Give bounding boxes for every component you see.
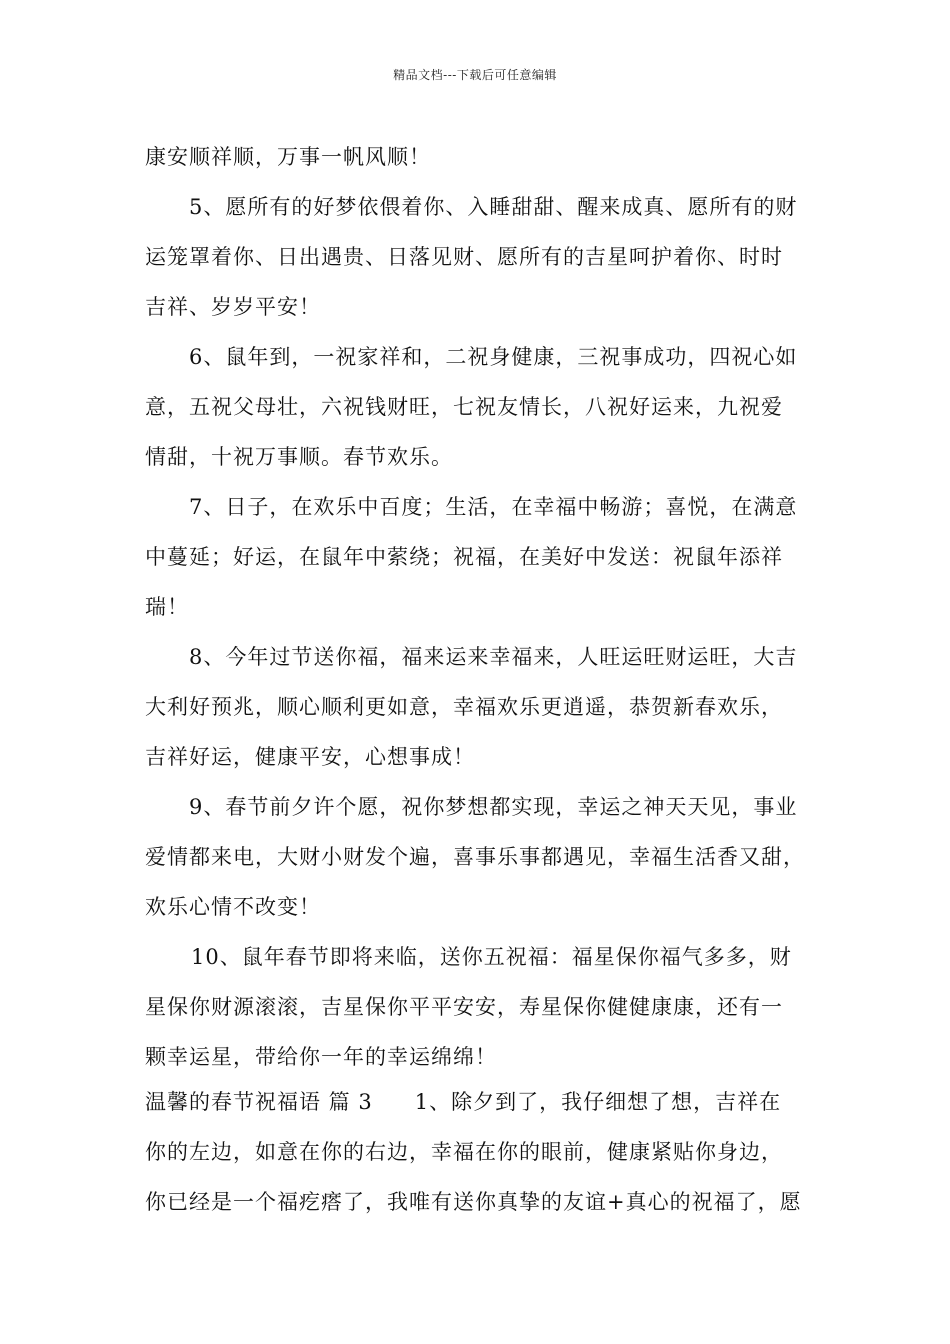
- paragraph-line: 吉祥、岁岁平安！: [145, 295, 321, 319]
- paragraph-line: 欢乐心情不改变！: [145, 895, 321, 919]
- paragraph-line: 意，五祝父母壮，六祝钱财旺，七祝友情长，八祝好运来，九祝爱: [145, 395, 783, 419]
- paragraph-line: 瑞！: [145, 595, 189, 619]
- paragraph-line: 你已经是一个福疙瘩了，我唯有送你真挚的友谊+真心的祝福了，愿: [145, 1190, 802, 1214]
- paragraph-line: 8、今年过节送你福，福来运来幸福来，人旺运旺财运旺，大吉: [189, 645, 798, 669]
- page-header: 精品文档---下载后可任意编辑: [393, 68, 557, 82]
- paragraph-line: 7、日子，在欢乐中百度；生活，在幸福中畅游；喜悦，在满意: [189, 495, 798, 519]
- paragraph-line: 9、春节前夕许个愿，祝你梦想都实现，幸运之神天天见，事业: [189, 795, 798, 819]
- paragraph-line: 爱情都来电，大财小财发个遍，喜事乐事都遇见，幸福生活香又甜，: [145, 845, 805, 869]
- paragraph-line: 大利好预兆，顺心顺利更如意，幸福欢乐更逍遥，恭贺新春欢乐，: [145, 695, 783, 719]
- paragraph-line: 中蔓延；好运，在鼠年中萦绕；祝福，在美好中发送：祝鼠年添祥: [145, 545, 783, 569]
- section-title: 温馨的春节祝福语 篇 3: [145, 1090, 373, 1114]
- paragraph-text: 1、除夕到了，我仔细想了想，吉祥在: [414, 1090, 782, 1114]
- paragraph-line: 吉祥好运，健康平安，心想事成！: [145, 745, 475, 769]
- document-body: [145, 132, 810, 1227]
- paragraph-line: 你的左边，如意在你的右边，幸福在你的眼前，健康紧贴你身边，: [145, 1140, 783, 1164]
- paragraph-line: 颗幸运星，带给你一年的幸运绵绵！: [145, 1045, 497, 1069]
- paragraph-line: 运笼罩着你、日出遇贵、日落见财、愿所有的吉星呵护着你、时时: [145, 245, 783, 269]
- paragraph-line: 5、愿所有的好梦依偎着你、入睡甜甜、醒来成真、愿所有的财: [189, 195, 798, 219]
- paragraph-line: 星保你财源滚滚，吉星保你平平安安，寿星保你健健康康，还有一: [145, 995, 783, 1019]
- paragraph-line: 情甜，十祝万事顺。春节欢乐。: [145, 445, 453, 469]
- paragraph-line: 6、鼠年到，一祝家祥和，二祝身健康，三祝事成功，四祝心如: [189, 345, 798, 369]
- paragraph-line: 10、鼠年春节即将来临，送你五祝福：福星保你福气多多，财: [191, 945, 792, 969]
- paragraph-line: 康安顺祥顺，万事一帆风顺！: [145, 145, 431, 169]
- section-heading-line: [145, 1077, 810, 1127]
